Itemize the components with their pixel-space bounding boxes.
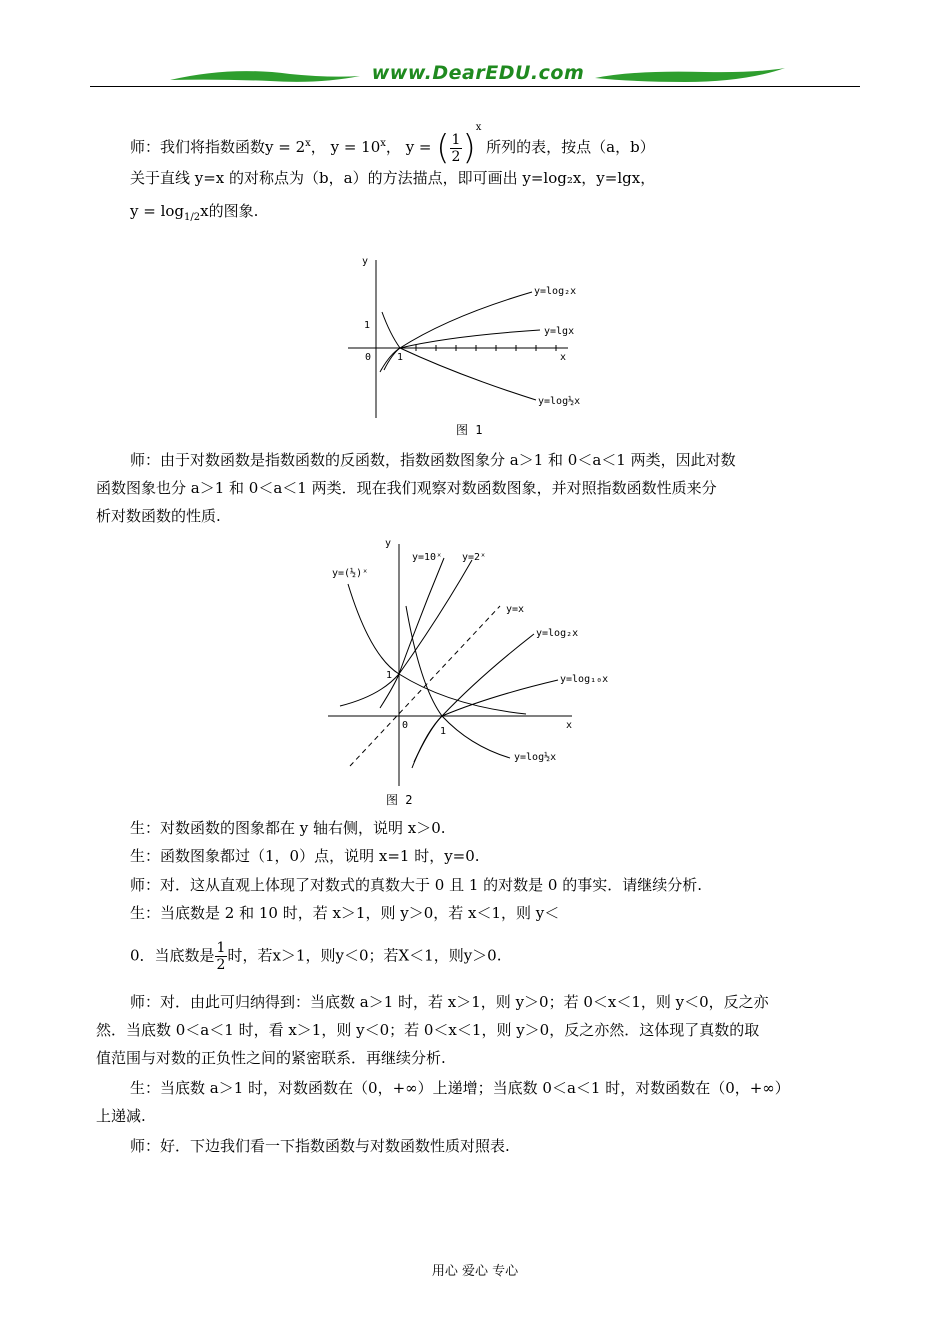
text: 师：我们将指数函数	[130, 138, 266, 156]
curve-lg	[384, 330, 540, 370]
origin-label: 0	[402, 720, 409, 731]
para-5-line-1: 生：对数函数的图象都在 y 轴右侧，说明 x＞0.	[130, 819, 446, 837]
curve-2x	[340, 560, 472, 706]
curve-log2	[412, 634, 534, 768]
exp: x	[475, 122, 482, 133]
label-half-x: y=(½)ˣ	[332, 568, 369, 579]
para-4-line-3: 析对数函数的性质.	[96, 507, 221, 525]
numerator: 1	[216, 940, 226, 956]
header-swoosh-right	[595, 64, 785, 88]
line-y-equals-x	[350, 606, 500, 766]
para-5-line-3: 师：对．这从直观上体现了对数式的真数大于 0 且 1 的对数是 0 的事实．请继续分析.	[130, 876, 703, 894]
site-logo: www.DearEDU.com	[371, 62, 585, 84]
x-axis-label: x	[560, 352, 567, 363]
figure-1	[340, 250, 600, 440]
label-10x: y=10ˣ	[412, 552, 443, 563]
paren-left: (	[436, 128, 450, 168]
curve-10x	[380, 558, 444, 708]
label-y-equals-x: y=x	[506, 604, 525, 615]
para-3	[130, 199, 258, 230]
formula-10x: y = 10	[330, 138, 381, 156]
label-lg: y=lgx	[544, 326, 575, 337]
page-footer: 用心 爱心 专心	[431, 1264, 519, 1279]
curve-loghalf	[382, 312, 536, 400]
para-7-line-6: 师：好．下边我们看一下指数函数与对数函数性质对照表.	[130, 1137, 510, 1155]
formula-half-x: y =	[405, 138, 432, 156]
label-log10: y=log₁₀x	[560, 674, 609, 685]
one-x-label: 1	[440, 726, 447, 737]
denominator: 2	[216, 957, 226, 973]
para-4-line-2: 函数图象也分 a＞1 和 0＜a＜1 两类．现在我们观察对数函数图象，并对照指数函数性质来分	[96, 479, 717, 497]
para-2: 关于直线 y=x 的对称点为（b，a）的方法描点，即可画出 y=log₂x，y=lgx，	[130, 169, 656, 187]
label-log2: y=log₂x	[534, 286, 577, 297]
page-header	[90, 58, 860, 94]
label-log2: y=log₂x	[536, 628, 579, 639]
figure-2	[320, 536, 630, 812]
origin-label: 0	[365, 352, 372, 363]
para-7-line-2: 然．当底数 0＜a＜1 时，看 x＞1，则 y＜0；若 0＜x＜1，则 y＞0，反之亦然．这体现了真数的取	[96, 1021, 760, 1039]
figure-2-caption: 图 2	[386, 793, 413, 807]
exp: x	[305, 138, 311, 149]
one-y-label: 1	[364, 320, 371, 331]
log-base: 1/2	[184, 212, 201, 223]
figure-1-caption: 图 1	[456, 423, 483, 437]
denominator: 2	[451, 148, 461, 165]
fraction	[450, 132, 463, 165]
header-rule	[90, 86, 860, 87]
text: y = log	[130, 202, 185, 220]
text: x的图象.	[200, 202, 259, 220]
label-loghalf: y=log½x	[514, 752, 557, 763]
label-loghalf: y=log½x	[538, 396, 581, 407]
para-5-line-4: 生：当底数是 2 和 10 时，若 x＞1，则 y＞0，若 x＜1，则 y＜	[130, 904, 560, 922]
curve-half-x	[348, 584, 526, 714]
text: 所列的表，按点（a，b）	[486, 138, 655, 156]
curve-loghalf	[406, 606, 510, 758]
y-axis-label: y	[385, 538, 392, 549]
para-7-line-3: 值范围与对数的正负性之间的紧密联系．再继续分析.	[96, 1049, 446, 1067]
x-axis-label: x	[566, 720, 573, 731]
fraction	[215, 940, 228, 973]
text: 0．当底数是	[130, 946, 215, 965]
label-2x: y=2ˣ	[462, 552, 487, 563]
sep: ，	[385, 138, 401, 156]
text: 时，若x＞1，则y＜0；若X＜1，则y＞0.	[227, 946, 502, 965]
header-swoosh-left	[170, 64, 360, 88]
formula-2x: y = 2	[265, 138, 306, 156]
para-7-line-1: 师：对．由此可归纳得到：当底数 a＞1 时，若 x＞1，则 y＞0；若 0＜x＜1，则 y＜0，反之亦	[130, 993, 769, 1011]
paren-right: )	[462, 128, 476, 168]
sep: ，	[310, 138, 326, 156]
exp: x	[380, 138, 386, 149]
para-6	[130, 940, 502, 973]
one-x-label: 1	[397, 352, 404, 363]
para-7-line-5: 上递减.	[96, 1107, 146, 1125]
numerator: 1	[451, 131, 461, 148]
y-axis-label: y	[362, 256, 369, 267]
one-y-label: 1	[386, 670, 393, 681]
para-4-line-1: 师：由于对数函数是指数函数的反函数，指数函数图象分 a＞1 和 0＜a＜1 两类，因此对数	[130, 451, 736, 469]
para-1	[130, 116, 655, 168]
para-5-line-2: 生：函数图象都过（1，0）点，说明 x=1 时，y=0.	[130, 847, 480, 865]
para-7-line-4: 生：当底数 a＞1 时，对数函数在（0，+∞）上递增；当底数 0＜a＜1 时，对数函数在（0，+∞）	[130, 1079, 790, 1097]
